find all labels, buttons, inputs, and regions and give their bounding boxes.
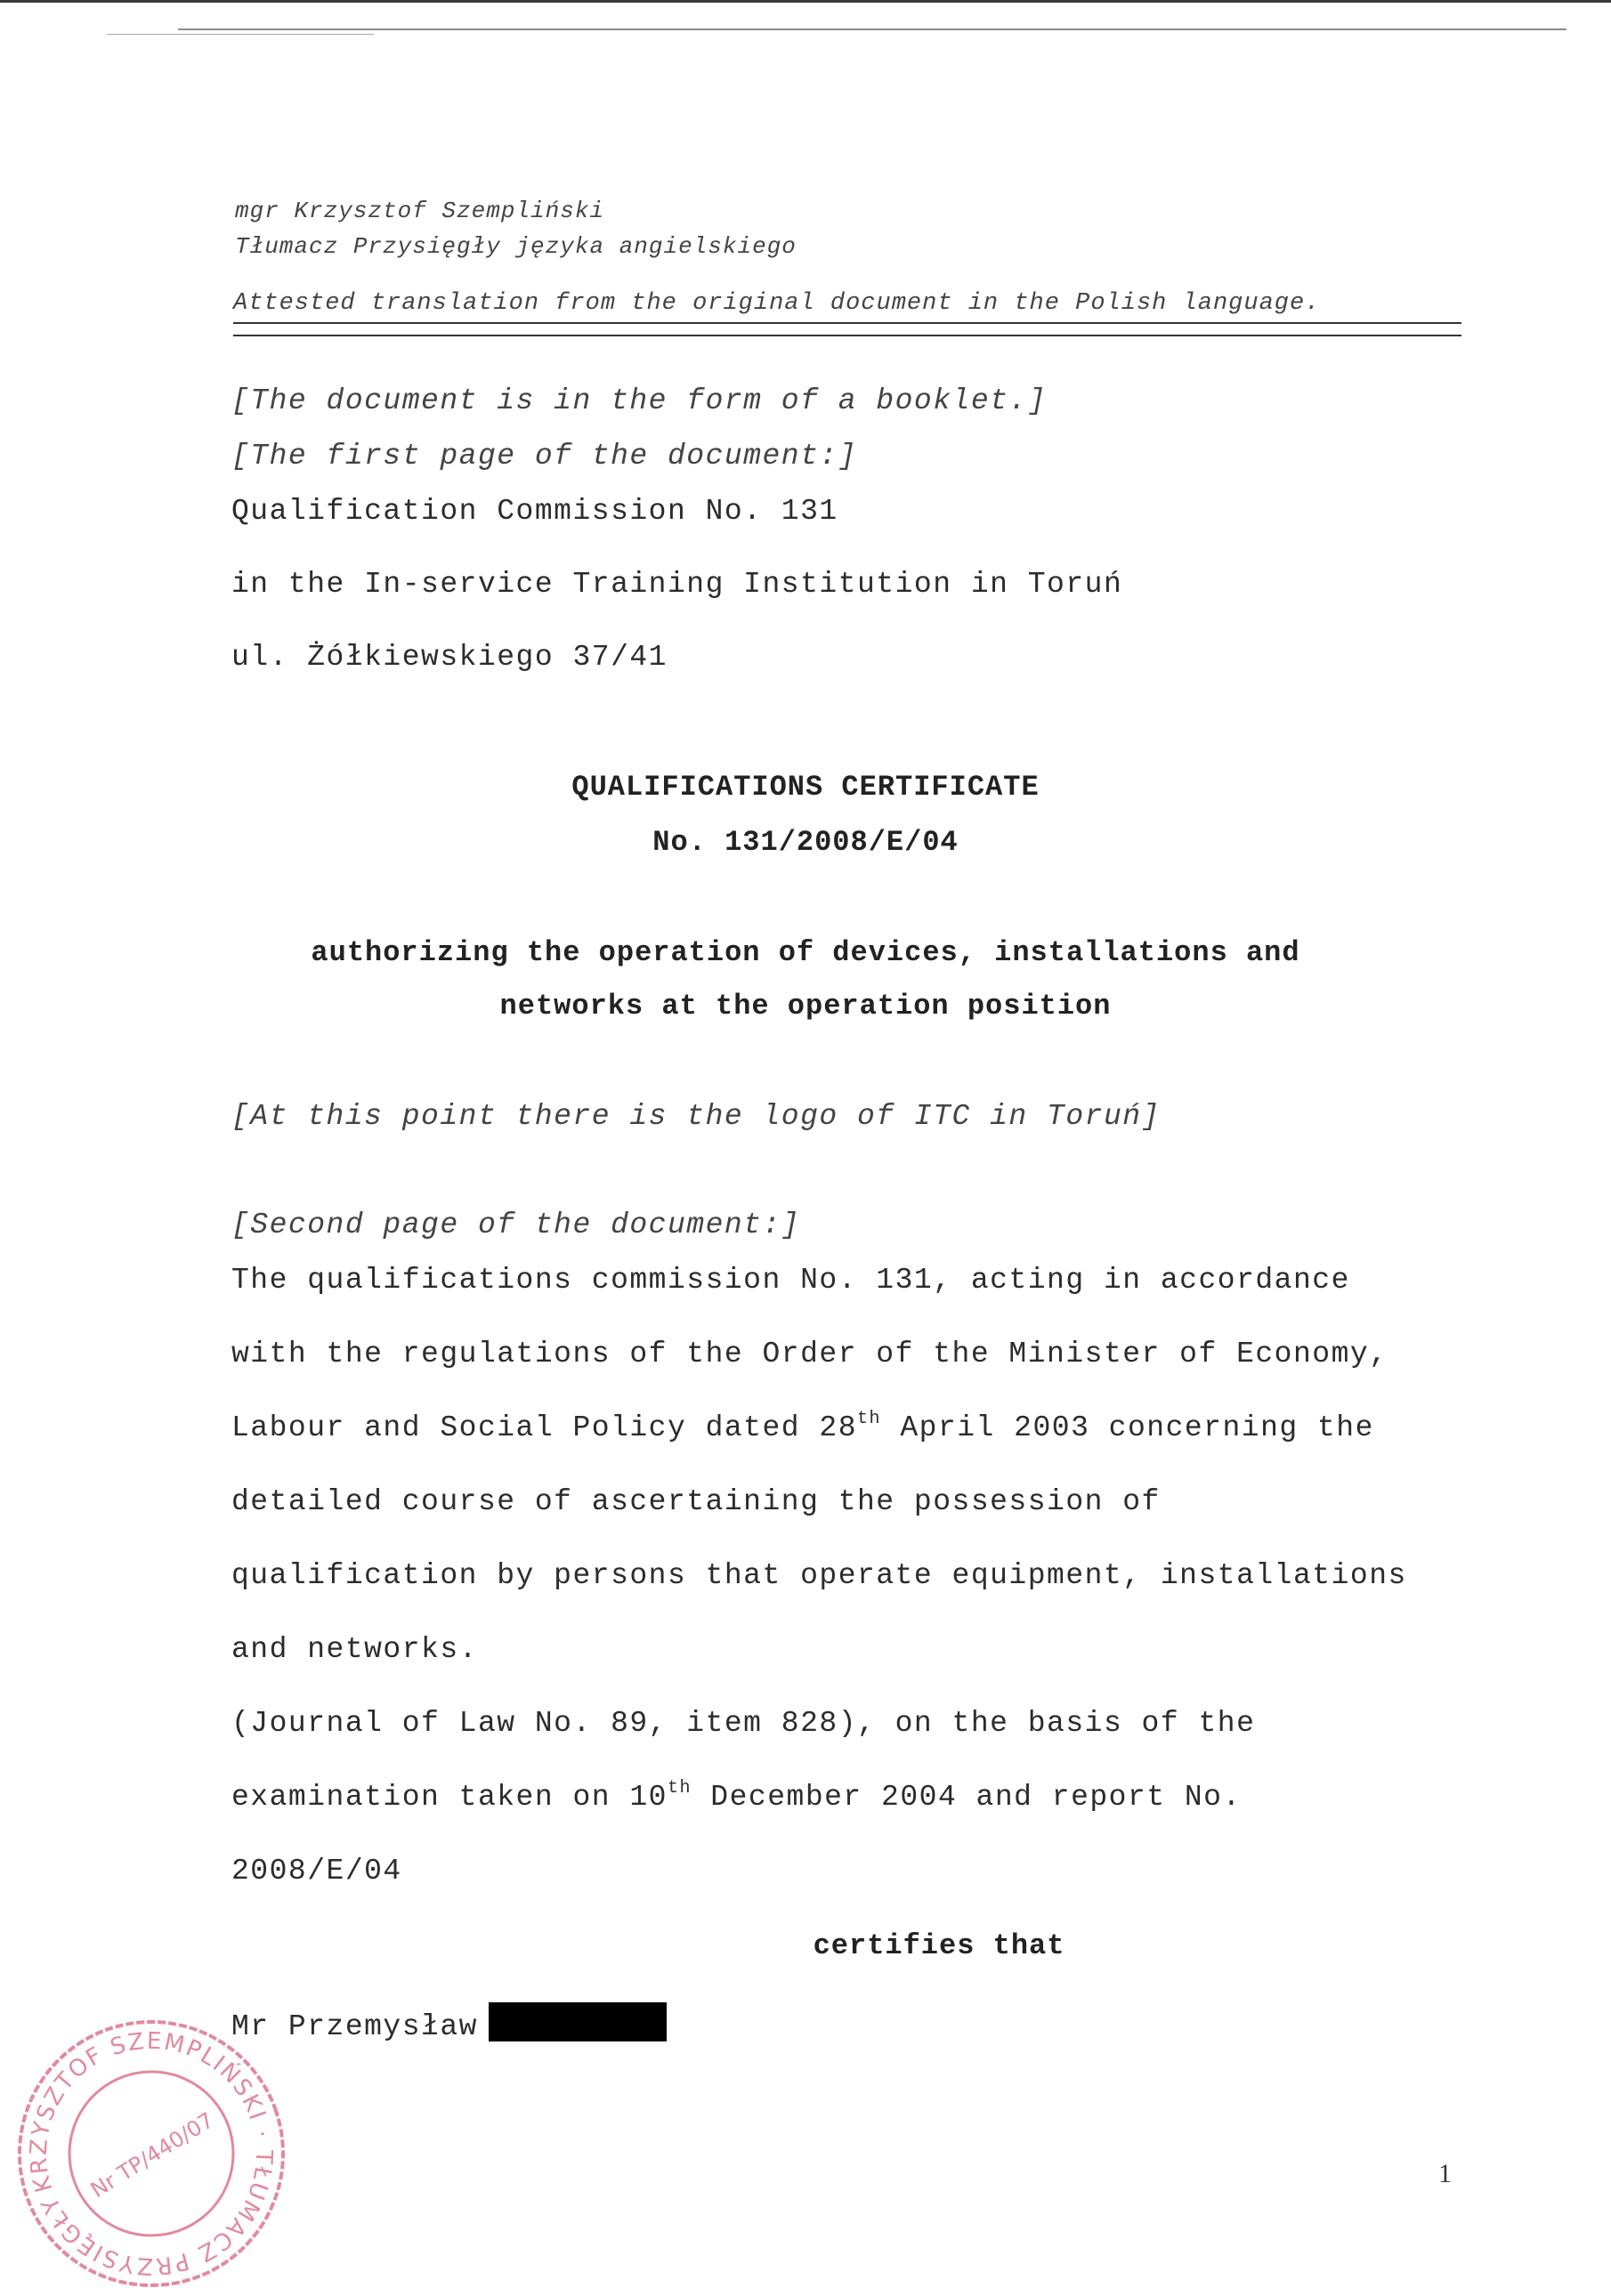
stamp-center-text: Nr TP/440/07 xyxy=(86,2107,219,2203)
stamp-ring-text: KRZYSZTOF SZEMPLIŃSKI · TŁUMACZ PRZYSIĘGŁY xyxy=(25,2027,278,2280)
body-line-3-b: April 2003 concerning the xyxy=(881,1411,1374,1444)
commission-line: Qualification Commission No. 131 xyxy=(231,495,838,528)
body-line-2: with the regulations of the Order of the Minister of Economy, xyxy=(231,1338,1388,1370)
header-double-rule xyxy=(233,335,1461,336)
certificate-title: QUALIFICATIONS CERTIFICATE xyxy=(571,771,1040,804)
institution-line: in the In-service Training Institution in Toruń xyxy=(231,568,1123,601)
body-line-8-a: examination taken on 10 xyxy=(231,1781,668,1814)
body-line-9: 2008/E/04 xyxy=(231,1855,402,1888)
booklet-note: [The document is in the form of a booklet.] xyxy=(231,384,1048,417)
body-line-1: The qualifications commission No. 131, acting in accordance xyxy=(231,1264,1350,1297)
person-line xyxy=(231,2002,667,2043)
second-page-note: [Second page of the document:] xyxy=(231,1209,801,1241)
ordinal-suffix: th xyxy=(857,1409,882,1429)
body-line-3 xyxy=(231,1411,1374,1444)
attested-translation-line: Attested translation from the original document in the Polish language. xyxy=(233,290,1461,324)
logo-note: [At this point there is the logo of ITC in Toruń] xyxy=(231,1100,1161,1133)
page-number: 1 xyxy=(1438,2159,1452,2188)
certificate-number: No. 131/2008/E/04 xyxy=(652,826,959,859)
certificate-subtitle-2: networks at the operation position xyxy=(499,990,1112,1023)
translator-name: mgr Krzysztof Szempliński xyxy=(235,198,605,224)
person-name: Mr Przemysław xyxy=(231,2010,478,2043)
certifies-that: certifies that xyxy=(813,1929,1065,1962)
body-line-8-b: December 2004 and report No. xyxy=(692,1781,1242,1814)
body-line-3-a: Labour and Social Policy dated 28 xyxy=(231,1411,858,1444)
address-line: ul. Żółkiewskiego 37/41 xyxy=(231,641,668,674)
body-line-8 xyxy=(231,1778,1242,1814)
certificate-subtitle-1: authorizing the operation of devices, installations and xyxy=(311,936,1300,969)
body-line-6: and networks. xyxy=(231,1633,478,1666)
body-line-5: qualification by persons that operate equipment, installations xyxy=(231,1559,1407,1592)
first-page-note: [The first page of the document:] xyxy=(231,440,858,473)
ordinal-suffix: th xyxy=(667,1778,692,1799)
translator-title: Tłumacz Przysięgły języka angielskiego xyxy=(235,233,797,260)
redaction-box xyxy=(489,2002,667,2041)
body-line-4: detailed course of ascertaining the possession of xyxy=(231,1485,1161,1518)
body-line-7: (Journal of Law No. 89, item 828), on the basis of the xyxy=(231,1707,1256,1740)
translator-stamp xyxy=(9,2011,294,2296)
